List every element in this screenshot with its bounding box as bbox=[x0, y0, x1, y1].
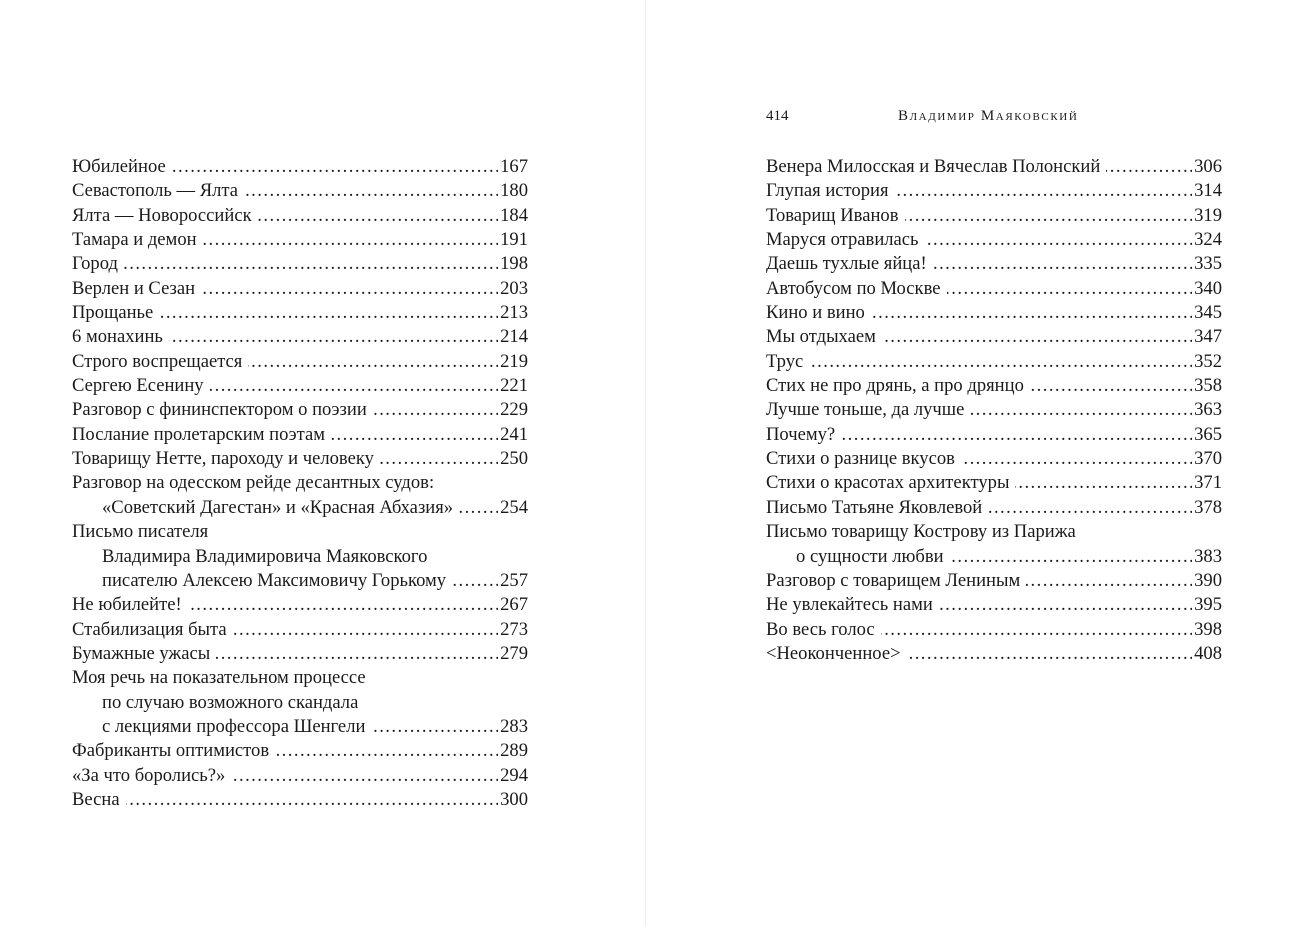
toc-entry-line bbox=[72, 569, 528, 593]
toc-entry-title: Автобусом по Москве bbox=[766, 277, 941, 299]
toc-entry-title: Почему? bbox=[766, 423, 836, 445]
toc-entry bbox=[766, 593, 1222, 617]
toc-entry-title: Разговор с товарищем Лениным bbox=[766, 569, 1021, 591]
toc-entry-line bbox=[766, 155, 1222, 179]
toc-entry bbox=[72, 739, 528, 763]
toc-entry-title: Бумажные ужасы bbox=[72, 642, 211, 664]
toc-entry-page: 241 bbox=[500, 423, 528, 445]
toc-entry bbox=[766, 252, 1222, 276]
toc-entry-page: 184 bbox=[500, 204, 528, 226]
toc-entry-line bbox=[72, 398, 528, 422]
dot-leader bbox=[248, 350, 498, 374]
toc-entry-page: 358 bbox=[1194, 375, 1222, 397]
toc-entry-page: 365 bbox=[1194, 423, 1222, 445]
toc-entry-title: Тамара и демон bbox=[72, 229, 197, 251]
toc-entry-line bbox=[766, 325, 1222, 349]
toc-entry-page: 306 bbox=[1194, 156, 1222, 177]
toc-entry-page: 347 bbox=[1194, 326, 1222, 348]
dot-leader bbox=[169, 325, 498, 349]
toc-entry-page: 219 bbox=[500, 350, 528, 372]
dot-leader bbox=[233, 618, 498, 642]
toc-entry-line bbox=[766, 447, 1222, 471]
toc-entry-page: 390 bbox=[1194, 569, 1222, 591]
dot-leader bbox=[159, 301, 498, 325]
toc-entry-line bbox=[72, 715, 528, 739]
toc-entry-line bbox=[72, 204, 528, 228]
toc-entry-title: Венера Милосская и Вячеслав Полонский bbox=[766, 156, 1101, 177]
toc-entry-line bbox=[766, 471, 1222, 495]
toc-entry-line bbox=[766, 252, 1222, 276]
dot-leader bbox=[961, 447, 1192, 471]
toc-entry bbox=[766, 642, 1222, 666]
toc-entry-title: Верлен и Сезан bbox=[72, 277, 196, 299]
toc-entry-title: Послание пролетарским поэтам bbox=[72, 423, 325, 445]
toc-entry-title: Стих не про дрянь, а про дрянцо bbox=[766, 375, 1024, 397]
toc-entry-page: 398 bbox=[1194, 618, 1222, 640]
dot-leader bbox=[1015, 471, 1192, 495]
toc-entry-line bbox=[72, 301, 528, 325]
toc-entry-line bbox=[766, 423, 1222, 447]
toc-entry-page: 340 bbox=[1194, 277, 1222, 299]
toc-entry-title: писателю Алексею Максимовичу Горькому bbox=[102, 569, 447, 591]
toc-entry-line bbox=[766, 593, 1222, 617]
toc-left-column bbox=[72, 155, 528, 812]
toc-entry-page: 229 bbox=[500, 399, 528, 421]
toc-entry-line bbox=[72, 179, 528, 203]
toc-entry-title: по случаю возможного скандала bbox=[102, 691, 359, 713]
toc-entry-title: Письмо товарищу Кострову из Парижа bbox=[766, 521, 1076, 543]
toc-entry-title: Севастополь — Ялта bbox=[72, 180, 239, 202]
toc-entry-line bbox=[72, 423, 528, 447]
toc-entry-page: 324 bbox=[1194, 229, 1222, 251]
toc-entry-line bbox=[766, 545, 1222, 569]
toc-entry bbox=[766, 423, 1222, 447]
dot-leader bbox=[371, 715, 498, 739]
toc-entry bbox=[72, 520, 528, 593]
toc-entry-title: <Неоконченное> bbox=[766, 642, 901, 664]
toc-entry-title: «За что боролись?» bbox=[72, 764, 226, 786]
toc-entry-line bbox=[72, 471, 528, 495]
toc-entry-title: Весна bbox=[72, 788, 120, 810]
toc-entry-line bbox=[766, 204, 1222, 228]
dot-leader bbox=[258, 204, 499, 228]
toc-entry bbox=[766, 520, 1222, 569]
toc-entry-line bbox=[72, 739, 528, 763]
dot-leader bbox=[203, 228, 499, 252]
dot-leader bbox=[459, 496, 498, 520]
toc-entry bbox=[72, 155, 528, 179]
toc-entry-title: Письмо писателя bbox=[72, 521, 209, 543]
toc-entry-line bbox=[72, 618, 528, 642]
dot-leader bbox=[1026, 569, 1192, 593]
dot-leader bbox=[231, 764, 498, 788]
toc-entry bbox=[766, 374, 1222, 398]
dot-leader bbox=[882, 325, 1192, 349]
toc-entry-page: 371 bbox=[1194, 472, 1222, 494]
toc-entry-line bbox=[766, 350, 1222, 374]
toc-entry bbox=[766, 471, 1222, 495]
dot-leader bbox=[172, 155, 498, 179]
toc-entry bbox=[766, 204, 1222, 228]
toc-entry-line bbox=[72, 325, 528, 349]
dot-leader bbox=[988, 496, 1192, 520]
dot-leader bbox=[905, 204, 1193, 228]
toc-entry-title: Разговор с фининспектором о поэзии bbox=[72, 399, 367, 421]
toc-entry-line bbox=[72, 545, 528, 569]
dot-leader bbox=[871, 301, 1192, 325]
toc-entry-page: 279 bbox=[500, 642, 528, 664]
toc-entry bbox=[72, 277, 528, 301]
toc-entry-line bbox=[766, 642, 1222, 666]
toc-entry bbox=[72, 179, 528, 203]
dot-leader bbox=[950, 545, 1192, 569]
toc-entry-line bbox=[72, 155, 528, 179]
toc-entry-page: 319 bbox=[1194, 204, 1222, 226]
toc-entry-line bbox=[766, 301, 1222, 325]
toc-entry-title: 6 монахинь bbox=[72, 326, 163, 348]
dot-leader bbox=[970, 398, 1192, 422]
toc-entry-title: Не увлекайтесь нами bbox=[766, 594, 933, 616]
dot-leader bbox=[933, 252, 1192, 276]
toc-entry bbox=[72, 301, 528, 325]
page-number: 414 bbox=[766, 108, 789, 124]
toc-entry-page: 383 bbox=[1194, 545, 1222, 567]
toc-entry-title: Юбилейное bbox=[72, 156, 166, 177]
toc-entry-page: 370 bbox=[1194, 448, 1222, 470]
toc-entry-line bbox=[766, 520, 1222, 544]
toc-entry-page: 250 bbox=[500, 448, 528, 470]
toc-entry-title: Сергею Есенину bbox=[72, 375, 204, 397]
toc-entry-line bbox=[766, 496, 1222, 520]
toc-entry-line bbox=[72, 788, 528, 812]
toc-entry bbox=[72, 350, 528, 374]
toc-entry bbox=[766, 569, 1222, 593]
toc-entry bbox=[72, 398, 528, 422]
dot-leader bbox=[907, 642, 1193, 666]
toc-entry bbox=[72, 204, 528, 228]
toc-entry bbox=[72, 423, 528, 447]
toc-entry-page: 191 bbox=[500, 229, 528, 251]
toc-entry bbox=[72, 325, 528, 349]
toc-entry-title: Стабилизация быта bbox=[72, 618, 227, 640]
toc-entry-line bbox=[72, 691, 528, 715]
toc-entry-title: Маруся отравилась bbox=[766, 229, 919, 251]
toc-entry bbox=[766, 350, 1222, 374]
toc-entry bbox=[766, 228, 1222, 252]
toc-entry bbox=[72, 447, 528, 471]
toc-entry bbox=[72, 788, 528, 812]
toc-entry-page: 289 bbox=[500, 740, 528, 762]
toc-entry-line bbox=[72, 228, 528, 252]
toc-entry bbox=[766, 398, 1222, 422]
toc-entry-page: 314 bbox=[1194, 180, 1222, 202]
toc-entry-page: 203 bbox=[500, 277, 528, 299]
toc-entry-title: Город bbox=[72, 253, 118, 275]
toc-entry-title: с лекциями профессора Шенгели bbox=[102, 715, 366, 737]
toc-entry-title: Глупая история bbox=[766, 180, 889, 202]
toc-entry bbox=[766, 496, 1222, 520]
toc-entry-title: Письмо Татьяне Яковлевой bbox=[766, 496, 983, 518]
toc-entry-page: 283 bbox=[500, 715, 528, 737]
dot-leader bbox=[939, 593, 1192, 617]
toc-entry bbox=[72, 618, 528, 642]
toc-entry-title: Мы отдыхаем bbox=[766, 326, 876, 348]
toc-entry-page: 273 bbox=[500, 618, 528, 640]
toc-entry-line bbox=[72, 520, 528, 544]
toc-entry-page: 267 bbox=[500, 594, 528, 616]
toc-entry-title: Кино и вино bbox=[766, 302, 865, 324]
toc-entry-page: 214 bbox=[500, 326, 528, 348]
toc-entry-title: Не юбилейте! bbox=[72, 594, 182, 616]
toc-entry bbox=[72, 374, 528, 398]
toc-entry-title: Стихи о красотах архитектуры bbox=[766, 472, 1010, 494]
toc-entry-title: Товарищ Иванов bbox=[766, 204, 899, 226]
toc-entry bbox=[72, 252, 528, 276]
dot-leader bbox=[947, 277, 1193, 301]
dot-leader bbox=[188, 593, 498, 617]
dot-leader bbox=[201, 277, 498, 301]
toc-entry bbox=[72, 228, 528, 252]
toc-entry bbox=[72, 593, 528, 617]
dot-leader bbox=[380, 447, 498, 471]
toc-entry bbox=[766, 325, 1222, 349]
toc-entry bbox=[766, 277, 1222, 301]
toc-entry bbox=[766, 301, 1222, 325]
toc-entry-line bbox=[766, 228, 1222, 252]
toc-entry-line bbox=[72, 374, 528, 398]
toc-entry bbox=[766, 179, 1222, 203]
dot-leader bbox=[210, 374, 499, 398]
toc-entry-title: Владимира Владимировича Маяковского bbox=[102, 545, 428, 567]
toc-entry-title: Строго воспрещается bbox=[72, 350, 243, 372]
toc-entry-title: о сущности любви bbox=[796, 545, 944, 567]
toc-entry-page: 363 bbox=[1194, 399, 1222, 421]
toc-entry bbox=[72, 642, 528, 666]
toc-entry-page: 254 bbox=[500, 496, 528, 518]
toc-entry-title: Моя речь на показательном процессе bbox=[72, 667, 366, 689]
toc-entry-line bbox=[766, 618, 1222, 642]
toc-entry-page: 198 bbox=[500, 253, 528, 275]
toc-entry-page: 345 bbox=[1194, 302, 1222, 324]
toc-entry-page: 221 bbox=[500, 375, 528, 397]
toc-entry-page: 167 bbox=[500, 156, 528, 177]
toc-entry-line bbox=[72, 642, 528, 666]
toc-entry-line bbox=[72, 252, 528, 276]
toc-entry-line bbox=[72, 350, 528, 374]
toc-right-column bbox=[766, 155, 1222, 666]
toc-entry-line bbox=[72, 447, 528, 471]
toc-entry-title: Даешь тухлые яйца! bbox=[766, 253, 927, 275]
running-header-author: Владимир Маяковский bbox=[898, 108, 1079, 124]
toc-entry-line bbox=[766, 277, 1222, 301]
toc-entry-title: Лучше тоньше, да лучше bbox=[766, 399, 965, 421]
dot-leader bbox=[124, 252, 498, 276]
dot-leader bbox=[895, 179, 1193, 203]
toc-entry bbox=[766, 447, 1222, 471]
page-gutter-divider bbox=[645, 0, 646, 926]
toc-entry-line bbox=[766, 179, 1222, 203]
toc-entry-page: 408 bbox=[1194, 642, 1222, 664]
toc-entry-page: 213 bbox=[500, 302, 528, 324]
toc-entry-title: «Советский Дагестан» и «Красная Абхазия» bbox=[102, 496, 454, 518]
dot-leader bbox=[841, 423, 1192, 447]
toc-entry-page: 257 bbox=[500, 569, 528, 591]
toc-entry-page: 294 bbox=[500, 764, 528, 786]
toc-entry-line bbox=[766, 398, 1222, 422]
toc-entry-page: 352 bbox=[1194, 350, 1222, 372]
dot-leader bbox=[216, 642, 498, 666]
toc-entry-line bbox=[72, 496, 528, 520]
toc-entry-page: 378 bbox=[1194, 496, 1222, 518]
toc-entry-line bbox=[766, 374, 1222, 398]
toc-entry bbox=[766, 618, 1222, 642]
toc-entry-line bbox=[72, 277, 528, 301]
toc-entry-page: 300 bbox=[500, 788, 528, 810]
toc-entry-line bbox=[72, 764, 528, 788]
toc-entry-title: Стихи о разнице вкусов bbox=[766, 448, 955, 470]
toc-entry-title: Товарищу Нетте, пароходу и человеку bbox=[72, 448, 374, 470]
toc-entry-title: Фабриканты оптимистов bbox=[72, 740, 270, 762]
dot-leader bbox=[452, 569, 498, 593]
dot-leader bbox=[809, 350, 1192, 374]
toc-entry-line bbox=[766, 569, 1222, 593]
dot-leader bbox=[244, 179, 498, 203]
dot-leader bbox=[925, 228, 1193, 252]
toc-entry bbox=[72, 666, 528, 739]
toc-entry bbox=[766, 155, 1222, 179]
dot-leader bbox=[331, 423, 498, 447]
toc-entry-title: Во весь голос bbox=[766, 618, 875, 640]
toc-entry-title: Ялта — Новороссийск bbox=[72, 204, 252, 226]
toc-entry bbox=[72, 764, 528, 788]
toc-entry-line bbox=[72, 666, 528, 690]
toc-entry-title: Трус bbox=[766, 350, 804, 372]
dot-leader bbox=[881, 618, 1192, 642]
dot-leader bbox=[126, 788, 499, 812]
toc-entry bbox=[72, 471, 528, 520]
dot-leader bbox=[275, 739, 498, 763]
toc-entry-page: 395 bbox=[1194, 594, 1222, 616]
dot-leader bbox=[1030, 374, 1192, 398]
dot-leader bbox=[373, 398, 498, 422]
toc-entry-line bbox=[72, 593, 528, 617]
toc-entry-page: 180 bbox=[500, 180, 528, 202]
dot-leader bbox=[1106, 155, 1192, 179]
toc-entry-title: Прощанье bbox=[72, 302, 154, 324]
running-header bbox=[766, 108, 1222, 128]
toc-entry-page: 335 bbox=[1194, 253, 1222, 275]
toc-entry-title: Разговор на одесском рейде десантных судов: bbox=[72, 472, 435, 494]
